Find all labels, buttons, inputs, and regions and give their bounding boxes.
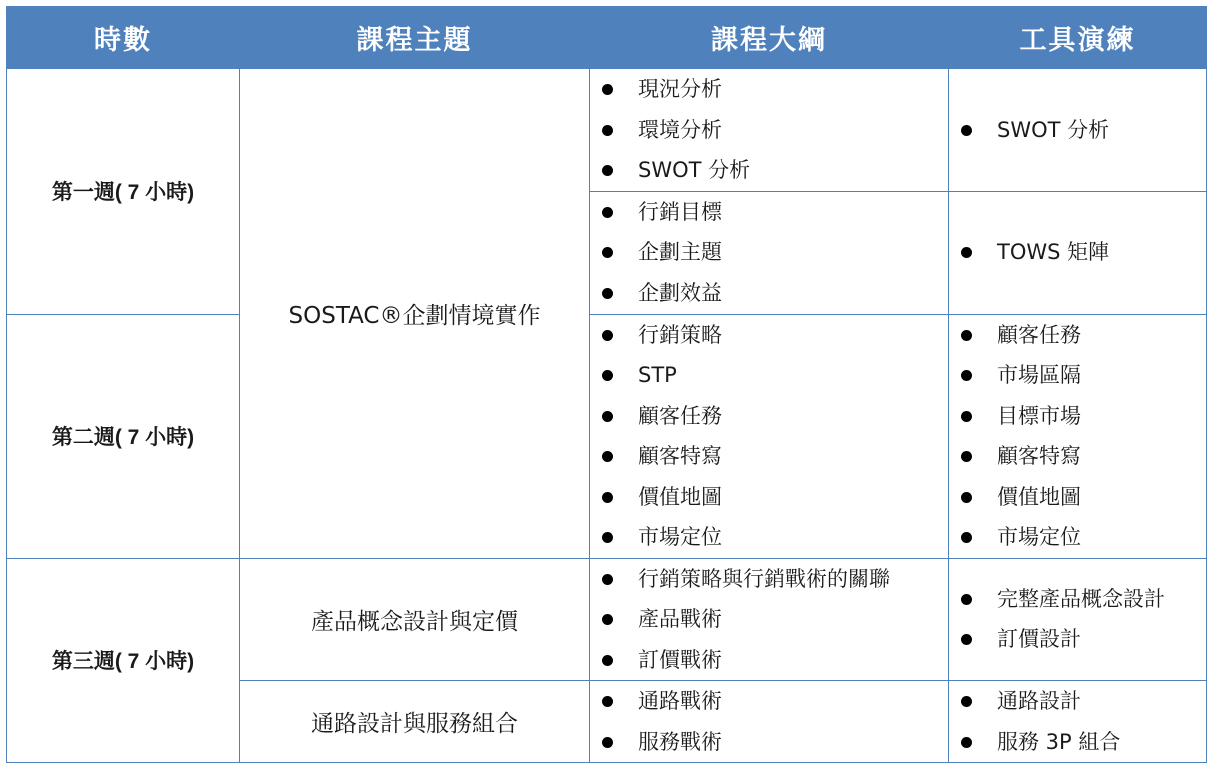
tools-cell-e xyxy=(949,681,1207,763)
list-item: 訂價設計 xyxy=(949,619,1206,660)
tools-cell-d xyxy=(949,558,1207,681)
outline-cell-e xyxy=(590,681,949,763)
week-1-cell: 第一週( 7 小時) xyxy=(7,69,240,315)
list-item: STP xyxy=(590,355,948,396)
list-item: 市場定位 xyxy=(590,517,948,558)
course-schedule-sheet xyxy=(6,6,1206,762)
list-item: 現況分析 xyxy=(590,69,948,110)
list-item: 行銷目標 xyxy=(590,192,948,233)
list-item: 企劃效益 xyxy=(590,273,948,314)
list-item: SWOT 分析 xyxy=(590,150,948,191)
list-item: 市場區隔 xyxy=(949,355,1206,396)
list-item: 目標市場 xyxy=(949,396,1206,437)
table-row xyxy=(7,558,1207,681)
list-item: 企劃主題 xyxy=(590,232,948,273)
week-3-cell: 第三週( 7 小時) xyxy=(7,558,240,763)
table-body xyxy=(7,69,1207,763)
outline-cell-c xyxy=(590,314,949,558)
header-tools: 工具演練 xyxy=(949,7,1207,69)
list-item: 顧客特寫 xyxy=(590,436,948,477)
list-item: 顧客任務 xyxy=(590,396,948,437)
topic-product-pricing-cell: 產品概念設計與定價 xyxy=(240,558,590,681)
list-item: 環境分析 xyxy=(590,110,948,151)
list-item: 價值地圖 xyxy=(590,477,948,518)
topic-sostac-cell: SOSTAC®企劃情境實作 xyxy=(240,69,590,559)
tools-cell-b xyxy=(949,191,1207,314)
list-item: 訂價戰術 xyxy=(590,640,948,681)
list-item: 顧客任務 xyxy=(949,315,1206,356)
list-item: 行銷策略與行銷戰術的關聯 xyxy=(590,559,948,600)
list-item: 服務戰術 xyxy=(590,722,948,763)
list-item: 行銷策略 xyxy=(590,315,948,356)
list-item: 完整產品概念設計 xyxy=(949,579,1206,620)
list-item: 產品戰術 xyxy=(590,599,948,640)
list-item: SWOT 分析 xyxy=(949,110,1206,151)
header-hours: 時數 xyxy=(7,7,240,69)
list-item: 通路戰術 xyxy=(590,681,948,722)
outline-cell-d xyxy=(590,558,949,681)
list-item: 通路設計 xyxy=(949,681,1206,722)
tools-cell-c xyxy=(949,314,1207,558)
list-item: TOWS 矩陣 xyxy=(949,232,1206,273)
header-outline: 課程大綱 xyxy=(590,7,949,69)
list-item: 服務 3P 組合 xyxy=(949,722,1206,763)
header-topic: 課程主題 xyxy=(240,7,590,69)
header-row xyxy=(7,7,1207,69)
week-2-cell: 第二週( 7 小時) xyxy=(7,314,240,558)
list-item: 市場定位 xyxy=(949,517,1206,558)
tools-cell-a xyxy=(949,69,1207,192)
course-schedule-table xyxy=(6,6,1207,763)
list-item: 價值地圖 xyxy=(949,477,1206,518)
table-row xyxy=(7,314,1207,558)
topic-channel-service-cell: 通路設計與服務組合 xyxy=(240,681,590,763)
table-row xyxy=(7,69,1207,192)
outline-cell-b xyxy=(590,191,949,314)
outline-cell-a xyxy=(590,69,949,192)
table-header xyxy=(7,7,1207,69)
list-item: 顧客特寫 xyxy=(949,436,1206,477)
